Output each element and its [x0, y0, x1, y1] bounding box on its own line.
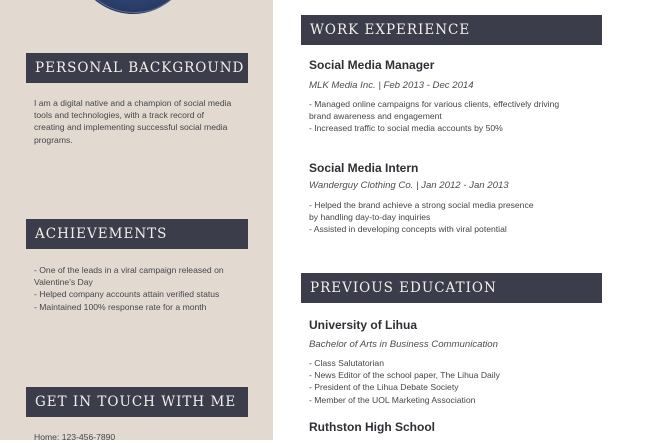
list-item: - Class Salutatorian	[309, 358, 384, 368]
list-item: Valentine's Day	[34, 277, 93, 288]
list-item: brand awareness and engagement	[309, 111, 442, 122]
contact-phone	[34, 431, 249, 443]
list-item: - Maintained 100% response rate for a month	[34, 301, 207, 312]
job-title: Social Media Intern	[309, 161, 419, 175]
achievements-heading: ACHIEVEMENTS	[26, 219, 248, 249]
list-item: - News Editor of the school paper, The Lihua Daily	[309, 370, 500, 381]
school-name: Ruthston High School	[309, 420, 435, 434]
text-line: programs.	[34, 134, 73, 145]
school-bullets	[309, 357, 500, 406]
school-name: University of Lihua	[309, 318, 418, 332]
list-item: - One of the leads in a viral campaign released on	[34, 265, 224, 275]
job-company: Wanderguy Clothing Co. | Jan 2012 - Jan 2013	[309, 180, 509, 191]
work-experience-heading: WORK EXPERIENCE	[301, 15, 602, 45]
text-line: I am a digital native and a champion of social media	[34, 98, 232, 108]
text-line: creating and implementing successful social media	[34, 122, 228, 133]
list-item: - Assisted in developing concepts with viral potential	[309, 224, 507, 235]
text-line: tools and technologies, with a track record of	[34, 110, 205, 121]
personal-background-heading: PERSONAL BACKGROUND	[26, 53, 248, 83]
achievements-list	[34, 264, 249, 313]
job-title: Social Media Manager	[309, 58, 435, 72]
phone-text: Home: 123-456-7890	[34, 432, 116, 442]
job-bullets	[309, 98, 559, 135]
list-item: - President of the Lihua Debate Society	[309, 382, 459, 393]
school-degree: Bachelor of Arts in Business Communication	[309, 339, 498, 350]
list-item: by handling day-to-day inquiries	[309, 212, 431, 223]
list-item: - Increased traffic to social media accounts by 50%	[309, 123, 503, 134]
list-item: - Member of the UOL Marketing Association	[309, 394, 476, 405]
contact-heading: GET IN TOUCH WITH ME	[26, 387, 248, 417]
personal-background-text	[34, 97, 249, 146]
previous-education-heading: PREVIOUS EDUCATION	[301, 273, 602, 303]
job-company: MLK Media Inc. | Feb 2013 - Dec 2014	[309, 80, 474, 91]
job-bullets	[309, 199, 534, 236]
list-item: - Helped company accounts attain verified status	[34, 289, 220, 300]
list-item: - Helped the brand achieve a strong social media presence	[309, 200, 534, 210]
list-item: - Managed online campaigns for various clients, effectively driving	[309, 99, 560, 109]
